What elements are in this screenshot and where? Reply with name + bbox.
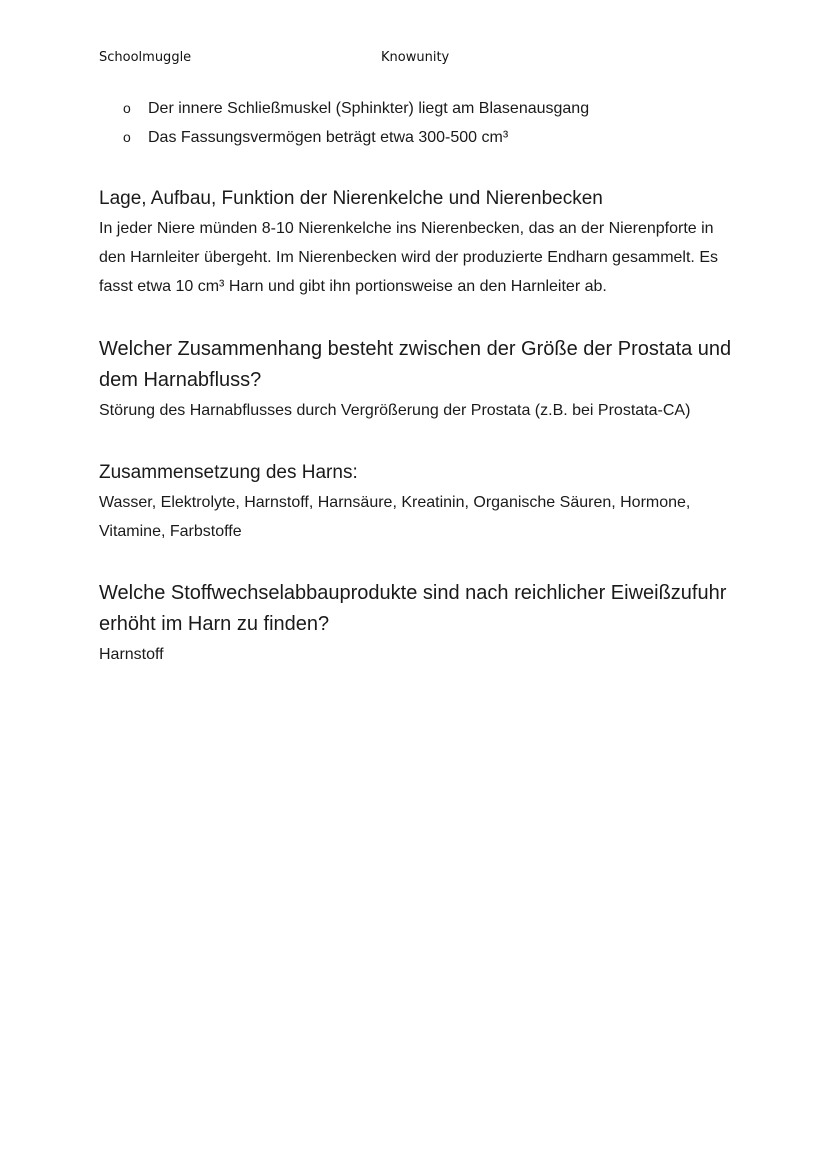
section-body: Wasser, Elektrolyte, Harnstoff, Harnsäure, Kreatinin, Organische Säuren, Hormone, Vitamine, Farbstoffe xyxy=(99,494,691,540)
section-body: In jeder Niere münden 8-10 Nierenkelche ins Nierenbecken, das an der Nierenpforte in den Harnleiter übergeht. Im Nierenbecken wird der produzierte Endharn gesammelt. Es fasst etwa 10 cm³ Harn und gibt ihn portionsweise an den Harnleiter ab. xyxy=(99,220,718,295)
list-item-text: Das Fassungsvermögen beträgt etwa 300-500 cm³ xyxy=(148,129,509,146)
page-header xyxy=(99,50,739,70)
list-item xyxy=(99,123,739,152)
document-body xyxy=(99,94,739,669)
section-heading: Zusammensetzung des Harns: xyxy=(99,462,358,483)
section-body: Störung des Harnabflusses durch Vergrößerung der Prostata (z.B. bei Prostata-CA) xyxy=(99,402,691,419)
section-heading: Welche Stoffwechselabbauprodukte sind nach reichlicher Eiweißzufuhr erhöht im Harn zu finden? xyxy=(99,582,727,635)
bullet-circle-icon: o xyxy=(123,129,131,145)
section-prostata xyxy=(99,334,739,425)
section-nierenbecken xyxy=(99,184,739,301)
section-harn-zusammensetzung xyxy=(99,458,739,546)
header-source: Knowunity xyxy=(381,50,450,65)
list-item-text: Der innere Schließmuskel (Sphinkter) liegt am Blasenausgang xyxy=(148,100,590,117)
bullet-circle-icon: o xyxy=(123,100,131,116)
bullet-list xyxy=(99,94,739,152)
section-body: Harnstoff xyxy=(99,646,164,663)
header-author: Schoolmuggle xyxy=(99,50,192,65)
section-abbauprodukte xyxy=(99,578,739,669)
list-item xyxy=(99,94,739,123)
section-heading: Lage, Aufbau, Funktion der Nierenkelche und Nierenbecken xyxy=(99,188,603,209)
section-heading: Welcher Zusammenhang besteht zwischen der Größe der Prostata und dem Harnabfluss? xyxy=(99,338,732,391)
